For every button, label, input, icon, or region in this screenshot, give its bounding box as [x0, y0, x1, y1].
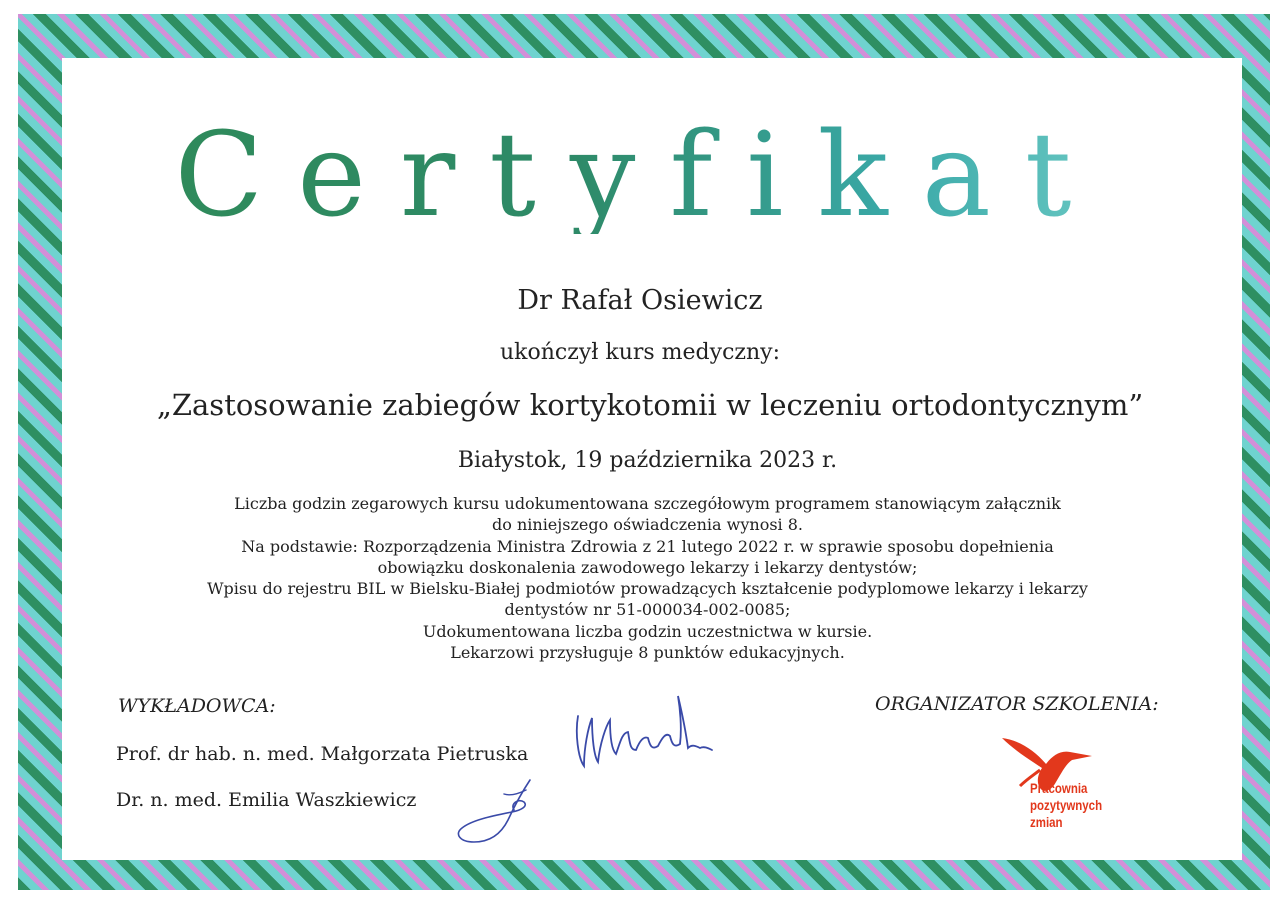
body-line: Wpisu do rejestru BIL w Bielsku-Białej podmiotów prowadzących kształcenie podyplomowe lekarzy i lekarzy	[207, 579, 1088, 599]
course-title: „Zastosowanie zabiegów kortykotomii w leczeniu ortodontycznym”	[156, 388, 1144, 422]
completion-statement: ukończył kurs medyczny:	[500, 340, 780, 365]
recipient-name: Dr Rafał Osiewicz	[517, 285, 763, 316]
body-line: Udokumentowana liczba godzin uczestnictwa w kursie.	[422, 621, 873, 641]
signature-waszkiewicz	[452, 772, 542, 847]
signature-pietruska	[570, 688, 720, 773]
logo-line: Pracownia	[1030, 780, 1088, 796]
body-line: obowiązku doskonalenia zawodowego lekarzy i lekarzy dentystów;	[377, 557, 918, 577]
lecturer-name: Dr. n. med. Emilia Waszkiewicz	[116, 789, 417, 811]
body-line: dentystów nr 51-000034-002-0085;	[504, 600, 791, 620]
logo-line: zmian	[1030, 814, 1063, 830]
lecturer-name: Prof. dr hab. n. med. Małgorzata Pietruska	[116, 743, 529, 765]
body-line: do niniejszego oświadczenia wynosi 8.	[492, 515, 803, 535]
organizer-logo-text	[1030, 780, 1102, 831]
body-line: Lekarzowi przysługuje 8 punktów edukacyjnych.	[450, 643, 845, 663]
body-line: Liczba godzin zegarowych kursu udokumentowana szczegółowym programem stanowiącym załącznik	[234, 494, 1061, 513]
logo-line: pozytywnych	[1030, 797, 1103, 813]
certificate-body	[0, 493, 1280, 663]
body-line: Na podstawie: Rozporządzenia Ministra Zdrowia z 21 lutego 2022 r. w sprawie sposobu dopełnienia	[241, 536, 1054, 556]
lecturer-label: WYKŁADOWCA:	[118, 695, 276, 717]
place-and-date: Białystok, 19 października 2023 r.	[457, 448, 838, 473]
organizer-label: ORGANIZATOR SZKOLENIA:	[875, 693, 1159, 715]
certificate-title: Certyfikat	[0, 118, 1280, 234]
